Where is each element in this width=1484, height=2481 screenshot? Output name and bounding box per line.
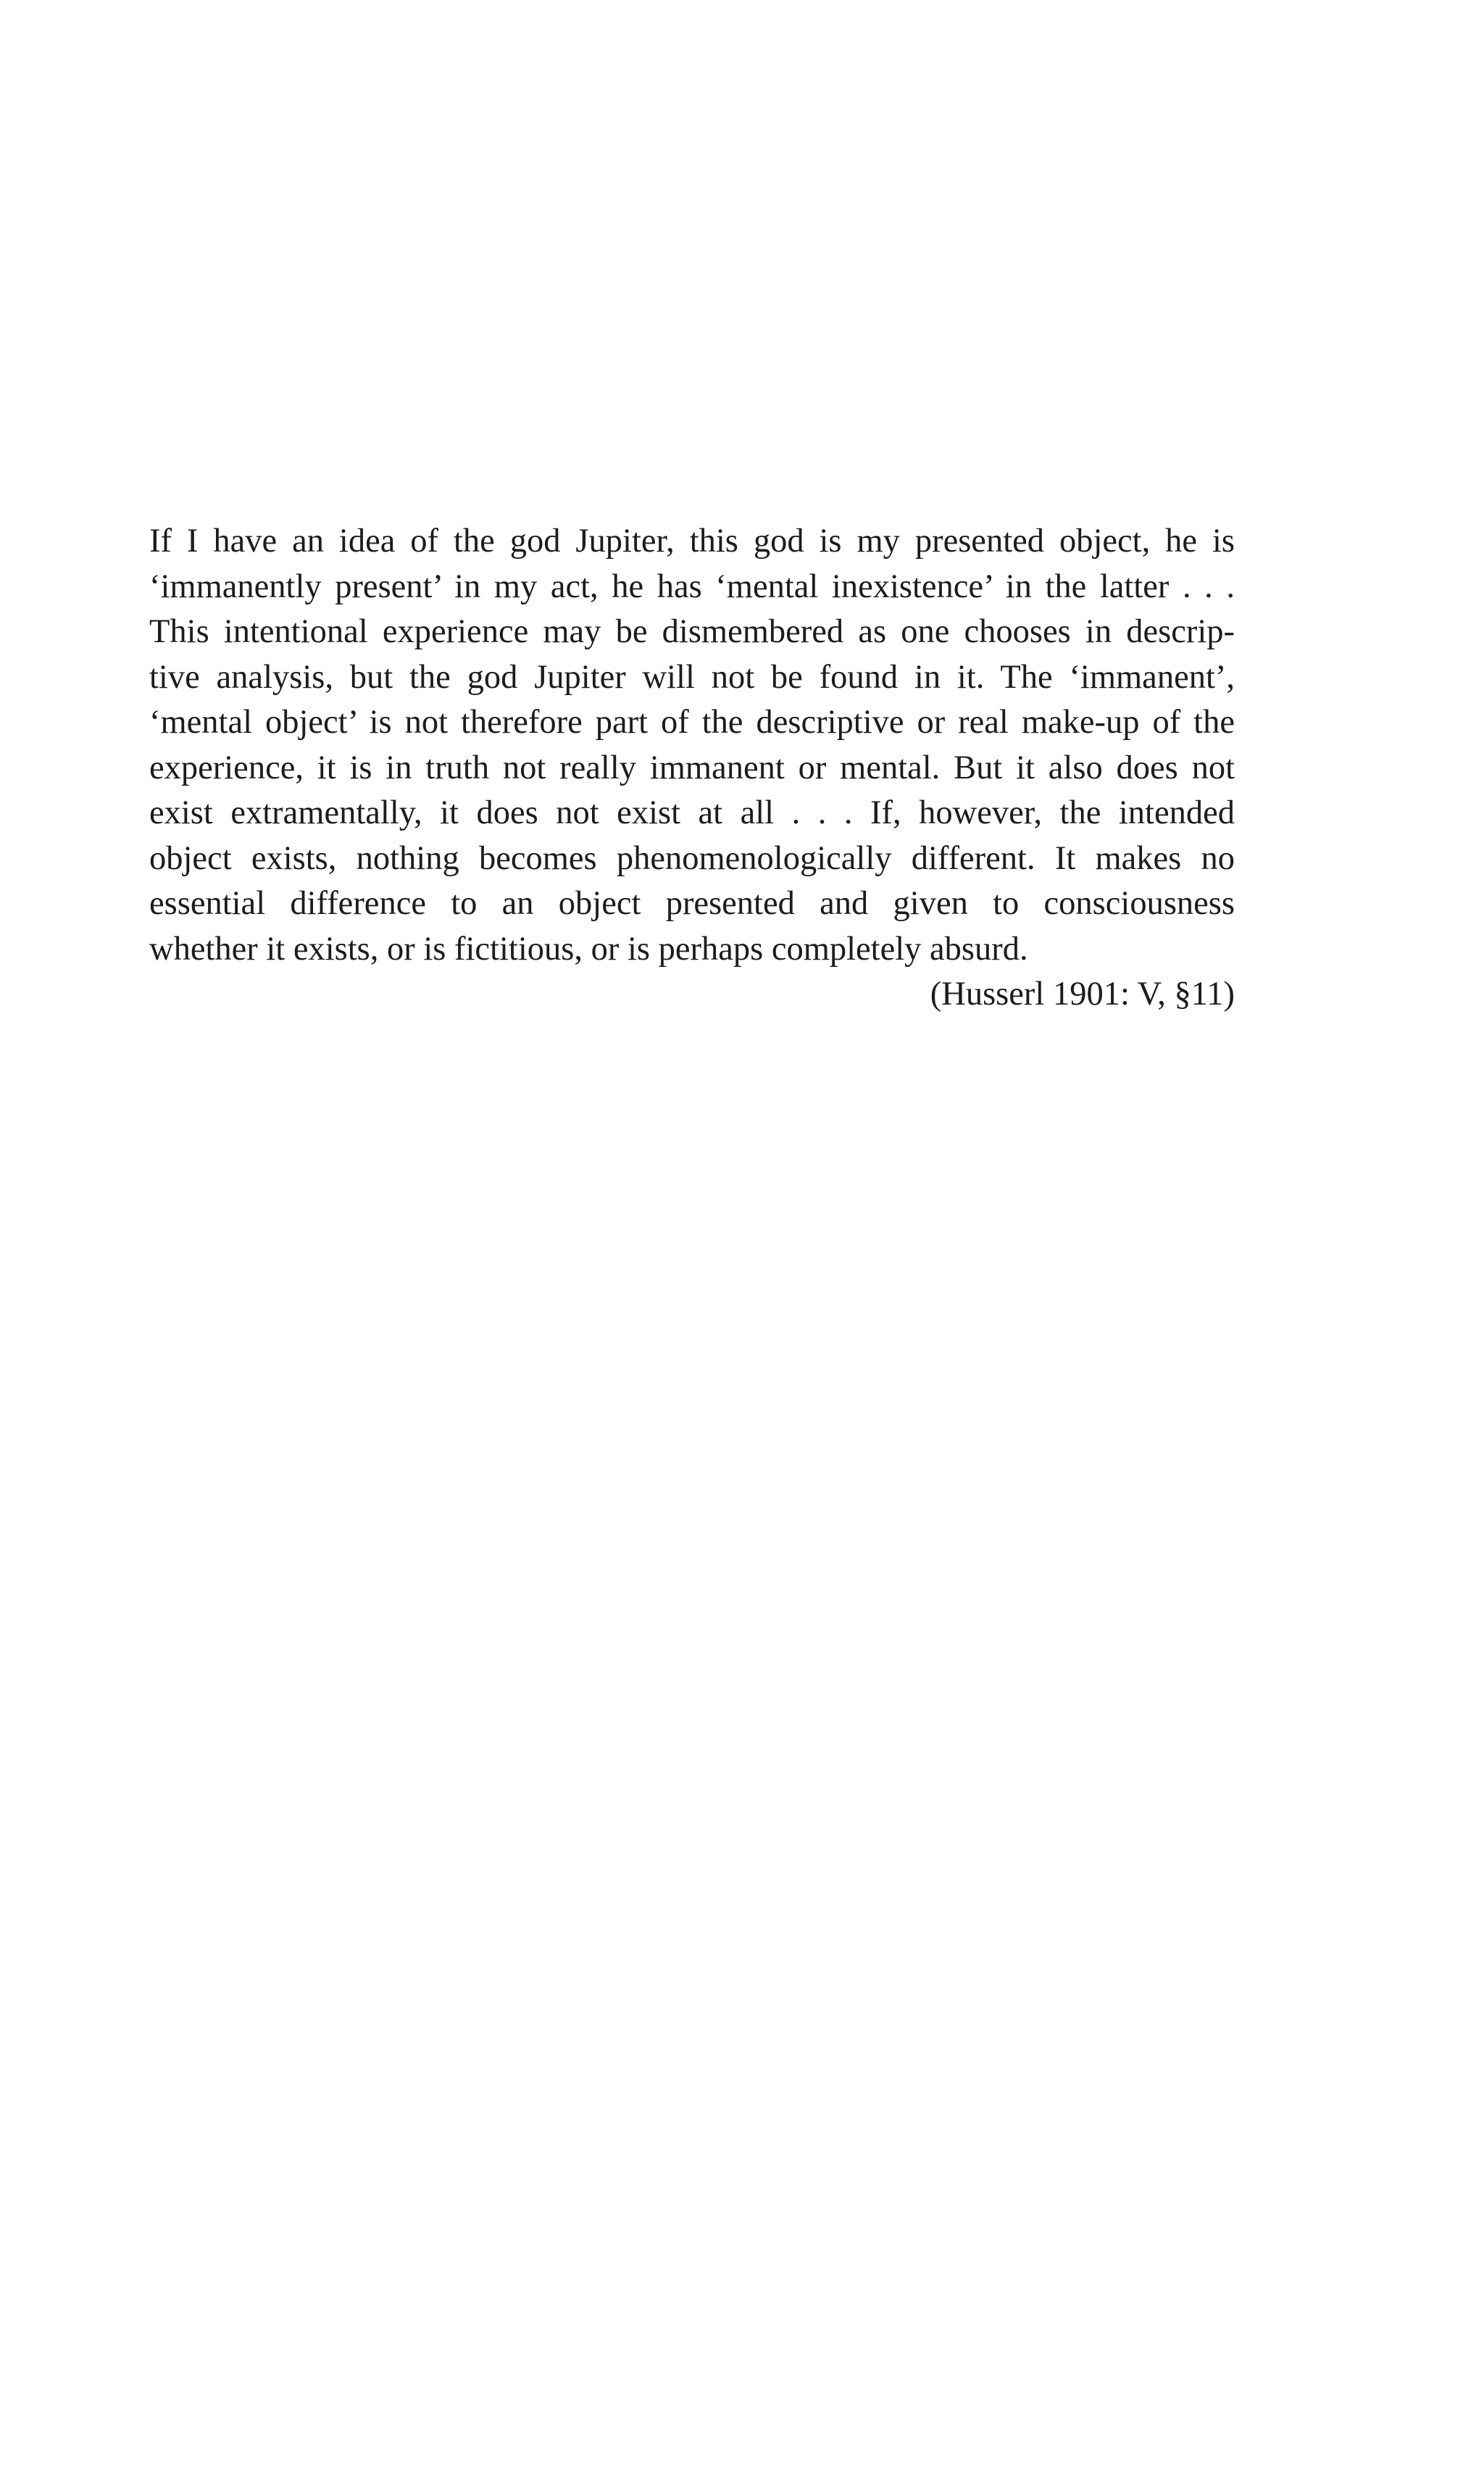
quote-line: If I have an idea of the god Jupiter, this god is my presented object, he is bbox=[149, 523, 1235, 560]
quote-line: experience, it is in truth not really immanent or mental. But it also does not bbox=[149, 749, 1235, 786]
quote-line: exist extramentally, it does not exist at all . . . If, however, the intended bbox=[149, 794, 1235, 831]
quote-line: This intentional experience may be dismembered as one chooses in descrip- bbox=[149, 613, 1235, 650]
quote-line: tive analysis, but the god Jupiter will not be found in it. The ‘immanent’, bbox=[149, 658, 1235, 696]
quote-line: essential difference to an object presented and given to consciousness bbox=[149, 885, 1235, 922]
quote-line: ‘immanently present’ in my act, he has ‘mental inexistence’ in the latter . . . bbox=[149, 568, 1235, 605]
quote-line: whether it exists, or is fictitious, or is perhaps completely absurd. bbox=[149, 930, 1028, 968]
quote-line: object exists, nothing becomes phenomenologically different. It makes no bbox=[149, 839, 1235, 877]
quote-line: ‘mental object’ is not therefore part of the descriptive or real make-up of the bbox=[149, 704, 1235, 741]
quote-citation: (Husserl 1901: V, §11) bbox=[930, 976, 1235, 1013]
epigraph-quote bbox=[149, 519, 1235, 1018]
